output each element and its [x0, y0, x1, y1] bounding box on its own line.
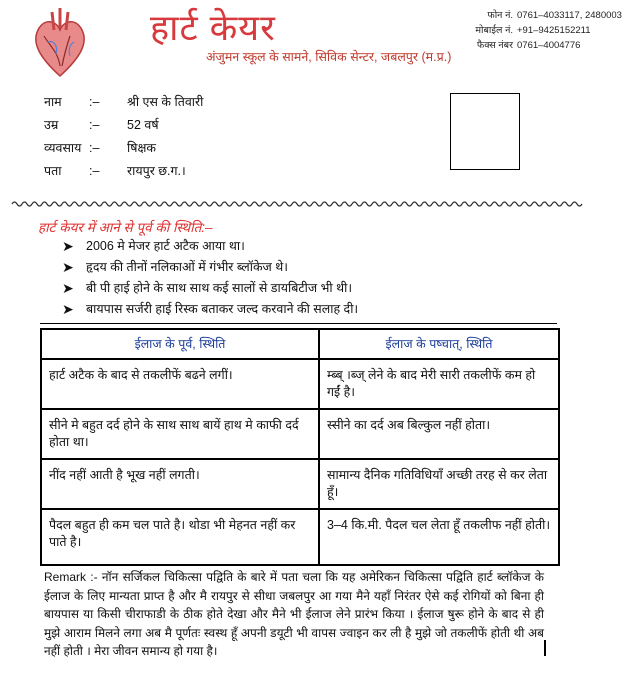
patient-address-row	[44, 160, 203, 183]
remark-label: Remark :-	[44, 570, 98, 584]
contact-phone	[428, 8, 622, 23]
contact-block	[428, 8, 622, 53]
header-after: ईलाज के पष्चात्, स्थिति	[319, 329, 559, 359]
wavy-divider	[12, 196, 582, 206]
cell-before: पैदल बहुत ही कम चल पाते है। थोडा भी मेहनत नहीं कर पाते है।	[41, 509, 319, 565]
table-row	[41, 409, 559, 459]
list-item	[62, 257, 358, 278]
contact-value: 0761–4033117, 2480003	[517, 10, 622, 21]
field-separator: :–	[89, 95, 100, 109]
before-section-title: हार्ट केयर में आने से पूर्व की स्थिति:–	[38, 220, 213, 235]
field-separator: :–	[89, 141, 100, 155]
cell-after: सामान्य दैनिक गतिविधियॉं अच्छी तरह से कर लेता हूॅं।	[319, 459, 559, 509]
contact-value: +91–9425152211	[517, 25, 591, 36]
point-text: 2006 मे मेजर हार्ट अटैक आया था।	[86, 239, 245, 253]
cell-after: म्ब्ब् ।ब्ज् लेने के बाद मेरी सारी तकलीफें कम हो गईं है।	[319, 359, 559, 409]
text-cursor	[544, 640, 546, 656]
table-row	[41, 459, 559, 509]
contact-label: फैक्स नंबर	[476, 40, 513, 51]
patient-name-row	[44, 91, 203, 114]
list-item	[62, 299, 358, 320]
section-rule	[40, 323, 557, 324]
cell-before: नींद नहीं आती है भूख नहीं लगती।	[41, 459, 319, 509]
field-label: पता	[44, 164, 62, 178]
contact-label: मोबाईल नं.	[475, 25, 513, 36]
arrow-bullet-icon: ➤	[62, 238, 74, 254]
field-label: उम्र	[44, 118, 59, 132]
patient-occupation-row	[44, 137, 203, 160]
patient-info	[44, 91, 203, 183]
field-label: नाम	[44, 95, 62, 109]
arrow-bullet-icon: ➤	[62, 259, 74, 275]
patient-age-row	[44, 114, 203, 137]
list-item	[62, 236, 358, 257]
table-row	[41, 359, 559, 409]
patient-age: 52 वर्ष	[127, 118, 159, 132]
patient-name: श्री एस के तिवारी	[127, 95, 204, 109]
cell-after: 3–4 कि.मी. पैदल चल लेता हूॅं तकलीफ नहीं होती।	[319, 509, 559, 565]
contact-mobile	[428, 23, 622, 38]
arrow-bullet-icon: ➤	[62, 301, 74, 317]
contact-value: 0761–4004776	[517, 40, 581, 51]
patient-occupation: षिक्षक	[127, 141, 157, 155]
cell-before: हार्ट अटैक के बाद से तकलीफें बढने लगीं।	[41, 359, 319, 409]
clinic-address: अंजुमन स्कूल के सामने, सिविक सेन्टर, जबलपुर (म.प्र.)	[206, 50, 452, 64]
contact-label: फोन नं.	[487, 10, 513, 21]
remark-paragraph	[44, 568, 544, 661]
before-points-list	[62, 236, 358, 320]
photo-box	[450, 93, 520, 170]
field-separator: :–	[89, 164, 100, 178]
contact-fax	[428, 38, 622, 53]
brand-title: हार्ट केयर	[150, 7, 276, 48]
arrow-bullet-icon: ➤	[62, 280, 74, 296]
remark-text: नॉन सर्जिकल चिकित्सा पद्विति के बारे में पता चला कि यह अमेरिकन चिकित्सा पद्विति हार्ट ब्लॉकेज के ईलाज के लिए मान्यता प्राप्त है और मै रायपुर से सीधा जबलपुर आ गया मैने यहॉं निरंतर ऐसे कई रोगियों को बिना ही बायपास या किसी चीराफाडी के ठीक होते देखा और मैने भी ईलाज लेने प्रारंभ किया । ईलाज षुरू होने के बाद से ही मुझे आराम मिलने लगा अब मै पूर्णतः स्वस्थ हूॅं अपनी डयूटी भी वापस ज्वाइन कर ली है मुझे जो तकलीफें होती थी अब नहीं होती । मेरा जीवन समान्य हो गया है।	[44, 570, 544, 658]
point-text: हृदय की तीनों नलिकाओं में गंभीर ब्लॉकेज थे।	[86, 260, 289, 274]
point-text: बी पी हाई होने के साथ साथ कई सालों से डायबिटीज भी थी।	[86, 281, 353, 295]
header-before: ईलाज के पूर्व, स्थिति	[41, 329, 319, 359]
table-row	[41, 509, 559, 565]
field-separator: :–	[89, 118, 100, 132]
cell-after: स्सीने का दर्द अब बिल्कुल नहीं होता।	[319, 409, 559, 459]
field-label: व्यवसाय	[44, 141, 82, 155]
table-header-row	[41, 329, 559, 359]
list-item	[62, 278, 358, 299]
patient-address: रायपुर छ.ग.।	[127, 164, 186, 178]
heart-logo-icon	[30, 6, 90, 78]
cell-before: सीने मे बहुत दर्द होने के साथ साथ बायें हाथ मे काफी दर्द होता था।	[41, 409, 319, 459]
point-text: बायपास सर्जरी हाई रिस्क बताकर जल्द करवाने की सलाह दी।	[86, 302, 359, 316]
treatment-table	[40, 328, 560, 566]
